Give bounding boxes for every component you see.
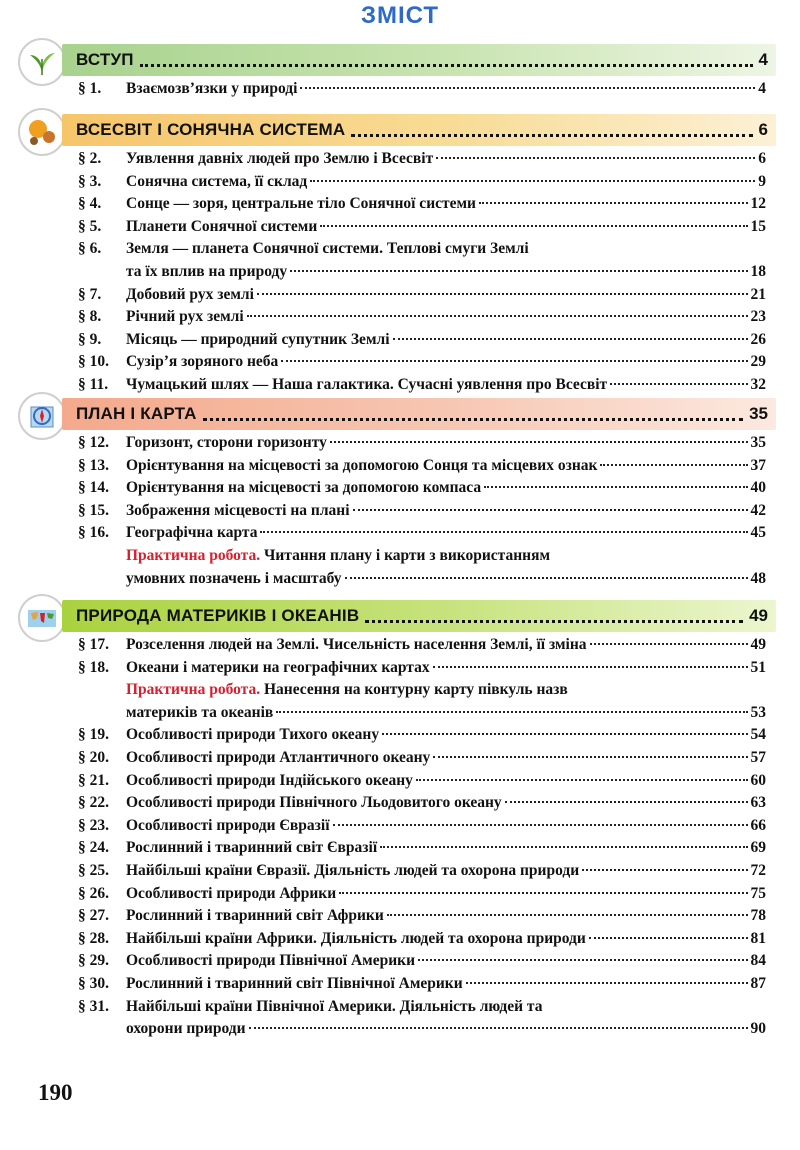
entry-title: Географічна карта — [126, 524, 258, 542]
section-page: 35 — [749, 404, 768, 423]
dot-leader — [353, 509, 748, 511]
dot-leader — [484, 486, 747, 488]
toc-entry[interactable] — [78, 502, 766, 524]
compass-map-icon — [18, 392, 66, 440]
dot-leader — [589, 937, 748, 939]
paragraph-number: § 13. — [78, 456, 109, 474]
paragraph-number: § 4. — [78, 195, 102, 213]
paragraph-number: § 17. — [78, 636, 109, 653]
entry-page: 48 — [750, 569, 766, 587]
toc-entry[interactable] — [78, 80, 766, 102]
dot-leader — [590, 643, 748, 645]
toc-entry[interactable] — [78, 457, 766, 479]
dot-leader — [416, 779, 748, 781]
paragraph-number: § 24. — [78, 839, 109, 857]
toc-entry[interactable] — [126, 704, 766, 726]
paragraph-number: § 23. — [78, 816, 109, 834]
dot-leader — [582, 869, 747, 871]
entry-page: 35 — [750, 434, 766, 451]
entry-title: Найбільші країни Євразії. Діяльність людей та охорона природи — [126, 862, 580, 879]
dot-leader — [140, 64, 753, 67]
entry-page: 57 — [750, 749, 766, 766]
toc-entry[interactable] — [78, 975, 766, 997]
paragraph-number: § 29. — [78, 952, 109, 970]
entry-title: Особливості природи Північного Льодовитого океану — [126, 794, 502, 812]
world-map-icon — [18, 594, 66, 642]
entry-title: Найбільші країни Північної Америки. Діяльність людей та — [126, 997, 543, 1015]
dot-leader — [387, 914, 748, 916]
dot-leader — [505, 801, 748, 803]
entry-page: 87 — [750, 975, 766, 992]
practical-label: Практична робота. — [126, 681, 261, 699]
entry-page: 54 — [750, 726, 766, 744]
entry-title: Земля — планета Сонячної системи. Теплові смуги Землі — [126, 240, 529, 258]
entry-page: 32 — [750, 376, 766, 393]
toc-entry[interactable] — [78, 659, 766, 681]
entry-page: 66 — [750, 816, 766, 834]
paragraph-number: § 2. — [78, 150, 102, 167]
dot-leader — [247, 315, 748, 317]
entry-page: 42 — [750, 501, 766, 519]
entry-title: Особливості природи Індійського океану — [126, 771, 413, 789]
dot-leader — [610, 383, 747, 385]
entry-title: Рослинний і тваринний світ Північної Америки — [126, 975, 463, 992]
entry-page: 63 — [750, 794, 766, 812]
entry-title: Читання плану і карти з використанням — [263, 547, 551, 564]
entry-title: Особливості природи Африки — [126, 884, 337, 902]
entry-page: 51 — [750, 658, 766, 676]
dot-leader — [479, 202, 748, 204]
dot-leader — [281, 360, 747, 362]
paragraph-number: § 21. — [78, 771, 109, 789]
toc-entry[interactable] — [126, 1020, 766, 1042]
entry-page: 6 — [758, 150, 766, 167]
toc-entry[interactable] — [78, 726, 766, 748]
paragraph-number: § 22. — [78, 794, 109, 812]
toc-entry[interactable] — [78, 150, 766, 172]
entry-page: 37 — [750, 456, 766, 474]
page-number: 190 — [38, 1080, 73, 1105]
toc-entry[interactable] — [126, 681, 766, 703]
section-title: ПРИРОДА МАТЕРИКІВ І ОКЕАНІВ — [76, 606, 360, 625]
toc-entry[interactable] — [78, 907, 766, 929]
entry-page: 60 — [750, 771, 766, 789]
entry-title: Сонячна система, її склад — [126, 172, 308, 190]
paragraph-number: § 12. — [78, 434, 109, 451]
toc-entry[interactable] — [126, 263, 766, 285]
entry-page: 84 — [750, 952, 766, 970]
toc-entry[interactable] — [78, 998, 766, 1020]
dot-leader — [203, 418, 743, 421]
toc-entry[interactable] — [78, 353, 766, 375]
entry-title: Особливості природи Атлантичного океану — [126, 749, 431, 766]
section-title: ВСТУП — [76, 50, 134, 69]
section-title: ВСЕСВІТ І СОНЯЧНА СИСТЕМА — [76, 120, 346, 139]
toc-entry[interactable] — [78, 772, 766, 794]
toc-entry[interactable] — [78, 218, 766, 240]
entry-title: умовних позначень і масштабу — [126, 569, 342, 587]
entry-page: 78 — [750, 907, 766, 925]
dot-leader — [418, 959, 747, 961]
entry-title: Добовий рух землі — [126, 285, 254, 303]
dot-leader — [257, 293, 748, 295]
entry-title: Особливості природи Тихого океану — [126, 726, 380, 744]
entry-title: Розселення людей на Землі. Чисельність населення Землі, її зміна — [126, 636, 587, 653]
entry-page: 4 — [758, 80, 766, 97]
dot-leader — [310, 180, 755, 182]
entry-title: Найбільші країни Африки. Діяльність людей та охорона природи — [126, 929, 586, 947]
dot-leader — [600, 464, 747, 466]
entry-page: 90 — [750, 1020, 766, 1038]
paragraph-number: § 6. — [78, 240, 102, 258]
toc-entry[interactable] — [78, 240, 766, 262]
paragraph-number: § 8. — [78, 308, 102, 326]
planets-icon — [18, 108, 66, 156]
dot-leader — [320, 225, 747, 227]
paragraph-number: § 19. — [78, 726, 109, 744]
toc-entry[interactable] — [78, 862, 766, 884]
dot-leader — [260, 531, 747, 533]
toc-entry[interactable] — [126, 570, 766, 592]
dot-leader — [351, 134, 752, 137]
paragraph-number: § 11. — [78, 376, 109, 393]
entry-title: Уявлення давніх людей про Землю і Всесвіт — [126, 150, 434, 167]
entry-title: охорони природи — [126, 1020, 246, 1038]
toc-entry[interactable] — [78, 195, 766, 217]
paragraph-number: § 31. — [78, 997, 109, 1015]
entry-title: Річний рух землі — [126, 308, 244, 326]
entry-title: Орієнтування на місцевості за допомогою Сонця та місцевих ознак — [126, 456, 598, 474]
dot-leader — [382, 733, 747, 735]
entry-title: Сонце — зоря, центральне тіло Сонячної системи — [126, 195, 476, 213]
paragraph-number: § 1. — [78, 80, 102, 97]
entry-title: Зображення місцевості на плані — [126, 501, 350, 519]
entry-title: Рослинний і тваринний світ Євразії — [126, 839, 378, 857]
entry-page: 21 — [750, 285, 766, 303]
toc-entry[interactable] — [78, 524, 766, 546]
section-page: 49 — [749, 606, 768, 625]
entry-title: Особливості природи Північної Америки — [126, 952, 416, 970]
dot-leader — [276, 711, 747, 713]
entry-page: 72 — [750, 862, 766, 879]
paragraph-number: § 30. — [78, 975, 109, 992]
paragraph-number: § 26. — [78, 884, 109, 902]
section-header[interactable] — [62, 600, 776, 632]
entry-title: Взаємозв’язки у природі — [126, 80, 298, 97]
dot-leader — [380, 846, 747, 848]
entry-page: 69 — [750, 839, 766, 857]
section-header[interactable] — [62, 398, 776, 430]
entry-title: материків та океанів — [126, 703, 274, 721]
paragraph-number: § 27. — [78, 907, 109, 925]
entry-page: 15 — [750, 217, 766, 235]
entry-page: 18 — [750, 263, 766, 280]
entry-page: 9 — [758, 172, 766, 190]
toc-entry[interactable] — [78, 952, 766, 974]
toc-entry[interactable] — [78, 434, 766, 456]
section-page: 6 — [758, 120, 768, 139]
entry-title: Чумацький шлях — Наша галактика. Сучасні уявлення про Всесвіт — [126, 376, 608, 393]
paragraph-number: § 5. — [78, 217, 102, 235]
toc-entry[interactable] — [78, 839, 766, 861]
paragraph-number: § 20. — [78, 749, 109, 766]
toc-entry[interactable] — [78, 817, 766, 839]
entry-title: та їх вплив на природу — [126, 263, 288, 280]
entry-page: 53 — [750, 703, 766, 721]
paragraph-number: § 28. — [78, 929, 109, 947]
entry-page: 75 — [750, 884, 766, 902]
entry-page: 49 — [750, 636, 766, 653]
entry-title: Місяць — природний супутник Землі — [126, 330, 390, 348]
dot-leader — [300, 87, 755, 89]
dot-leader — [345, 577, 748, 579]
bottom-cut-off-text — [60, 1136, 710, 1150]
dot-leader — [466, 982, 748, 984]
dot-leader — [290, 270, 747, 272]
paragraph-number: § 15. — [78, 501, 109, 519]
dot-leader — [330, 441, 748, 443]
paragraph-number: § 7. — [78, 285, 102, 303]
section-title: ПЛАН І КАРТА — [76, 404, 197, 423]
toc-entry[interactable] — [78, 885, 766, 907]
entry-title: Орієнтування на місцевості за допомогою компаса — [126, 479, 482, 497]
entry-page: 45 — [750, 524, 766, 542]
entry-title: Нанесення на контурну карту півкуль назв — [263, 681, 568, 699]
toc-entry[interactable] — [78, 331, 766, 353]
paragraph-number: § 9. — [78, 330, 102, 348]
toc-entry[interactable] — [78, 376, 766, 398]
entry-page: 29 — [750, 353, 766, 371]
entry-page: 23 — [750, 308, 766, 326]
dot-leader — [436, 157, 755, 159]
entry-page: 40 — [750, 479, 766, 497]
dot-leader — [393, 338, 748, 340]
dot-leader — [249, 1027, 748, 1029]
page-title: ЗМІСТ — [360, 2, 440, 29]
toc-entry[interactable] — [78, 173, 766, 195]
section-header[interactable] — [62, 44, 776, 76]
section-page: 4 — [758, 50, 768, 69]
entry-title: Океани і материки на географічних картах — [126, 658, 430, 676]
toc-entry[interactable] — [78, 308, 766, 330]
entry-title: Сузір’я зоряного неба — [126, 353, 279, 371]
paragraph-number: § 25. — [78, 862, 109, 879]
paragraph-number: § 16. — [78, 524, 109, 542]
entry-title: Горизонт, сторони горизонту — [126, 434, 327, 451]
toc-entry[interactable] — [78, 794, 766, 816]
entry-title: Особливості природи Євразії — [126, 816, 330, 834]
entry-title: Рослинний і тваринний світ Африки — [126, 907, 384, 925]
paragraph-number: § 14. — [78, 479, 109, 497]
toc-entry[interactable] — [78, 930, 766, 952]
paragraph-number: § 3. — [78, 172, 102, 190]
dot-leader — [433, 756, 747, 758]
dot-leader — [333, 824, 748, 826]
entry-page: 81 — [750, 929, 766, 947]
dot-leader — [339, 892, 747, 894]
entry-page: 26 — [750, 330, 766, 348]
leaf-icon — [18, 38, 66, 86]
entry-title: Планети Сонячної системи — [126, 217, 318, 235]
entry-page: 12 — [750, 195, 766, 213]
practical-label: Практична робота. — [126, 547, 261, 564]
paragraph-number: § 18. — [78, 658, 109, 676]
toc-entry[interactable] — [78, 479, 766, 501]
paragraph-number: § 10. — [78, 353, 109, 371]
toc-entry[interactable] — [126, 547, 766, 569]
dot-leader — [365, 620, 743, 623]
toc-entry[interactable] — [78, 636, 766, 658]
toc-entry[interactable] — [78, 286, 766, 308]
dot-leader — [433, 666, 748, 668]
toc-entry[interactable] — [78, 749, 766, 771]
section-header[interactable] — [62, 114, 776, 146]
